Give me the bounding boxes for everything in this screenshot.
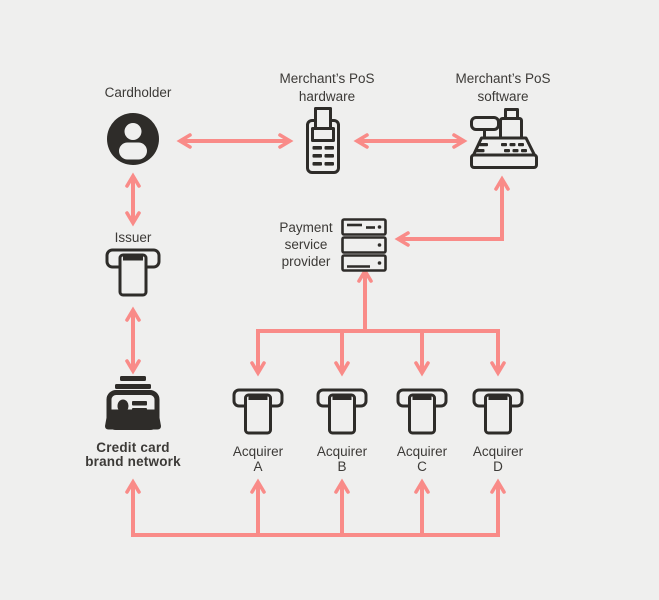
- acquirer-d-label-line2: D: [493, 459, 503, 474]
- card-slot-icon: [232, 388, 284, 438]
- pos-software-label-line1: Merchant’s PoS: [455, 71, 551, 86]
- pos-software-label: [428, 70, 578, 106]
- brand-network-label-line1: Credit card: [96, 440, 170, 455]
- arrow-bottom-bus: [133, 482, 498, 535]
- acquirer-c-label-line2: C: [417, 459, 427, 474]
- pos-hardware-label: [252, 70, 402, 106]
- card-slot-icon: [105, 248, 161, 298]
- server-stack-icon: [341, 218, 387, 272]
- arrow-branch-bus: [258, 331, 498, 373]
- acquirer-b-label: [302, 444, 382, 474]
- acquirers-to-brand-network-bus: [133, 482, 498, 535]
- card-box-icon: [101, 376, 165, 434]
- pos-terminal-icon: [303, 107, 343, 175]
- acquirer-b-label-line1: Acquirer: [316, 444, 368, 459]
- card-slot-icon: [472, 388, 524, 438]
- person-icon: [106, 112, 160, 166]
- acquirer-d-label-line1: Acquirer: [472, 444, 524, 459]
- pos-hardware-label-line2: hardware: [298, 89, 356, 104]
- card-slot-icon: [316, 388, 368, 438]
- acquirer-d-label: [458, 444, 538, 474]
- psp-label-line1: Payment: [279, 220, 333, 235]
- acquirer-c-label-line1: Acquirer: [396, 444, 448, 459]
- arrow-psp-pos-software: [398, 179, 502, 239]
- issuer-label: Issuer: [114, 230, 152, 245]
- psp-label: [261, 219, 351, 270]
- acquirer-b-label-line2: B: [337, 459, 347, 474]
- psp-to-acquirers-branch: [258, 271, 498, 373]
- pos-software-label-line2: software: [477, 89, 529, 104]
- pos-hardware-label-line1: Merchant’s PoS: [279, 71, 375, 86]
- acquirer-a-label: [218, 444, 298, 474]
- cash-register-icon: [468, 108, 540, 170]
- psp-label-line2: service: [284, 237, 328, 252]
- brand-network-label: [58, 441, 208, 469]
- acquirer-c-label: [382, 444, 462, 474]
- acquirer-a-label-line2: A: [253, 459, 263, 474]
- psp-label-line3: provider: [281, 254, 331, 269]
- acquirer-a-label-line1: Acquirer: [232, 444, 284, 459]
- cardholder-label: Cardholder: [104, 85, 172, 100]
- card-slot-icon: [396, 388, 448, 438]
- brand-network-label-line2: brand network: [85, 454, 181, 469]
